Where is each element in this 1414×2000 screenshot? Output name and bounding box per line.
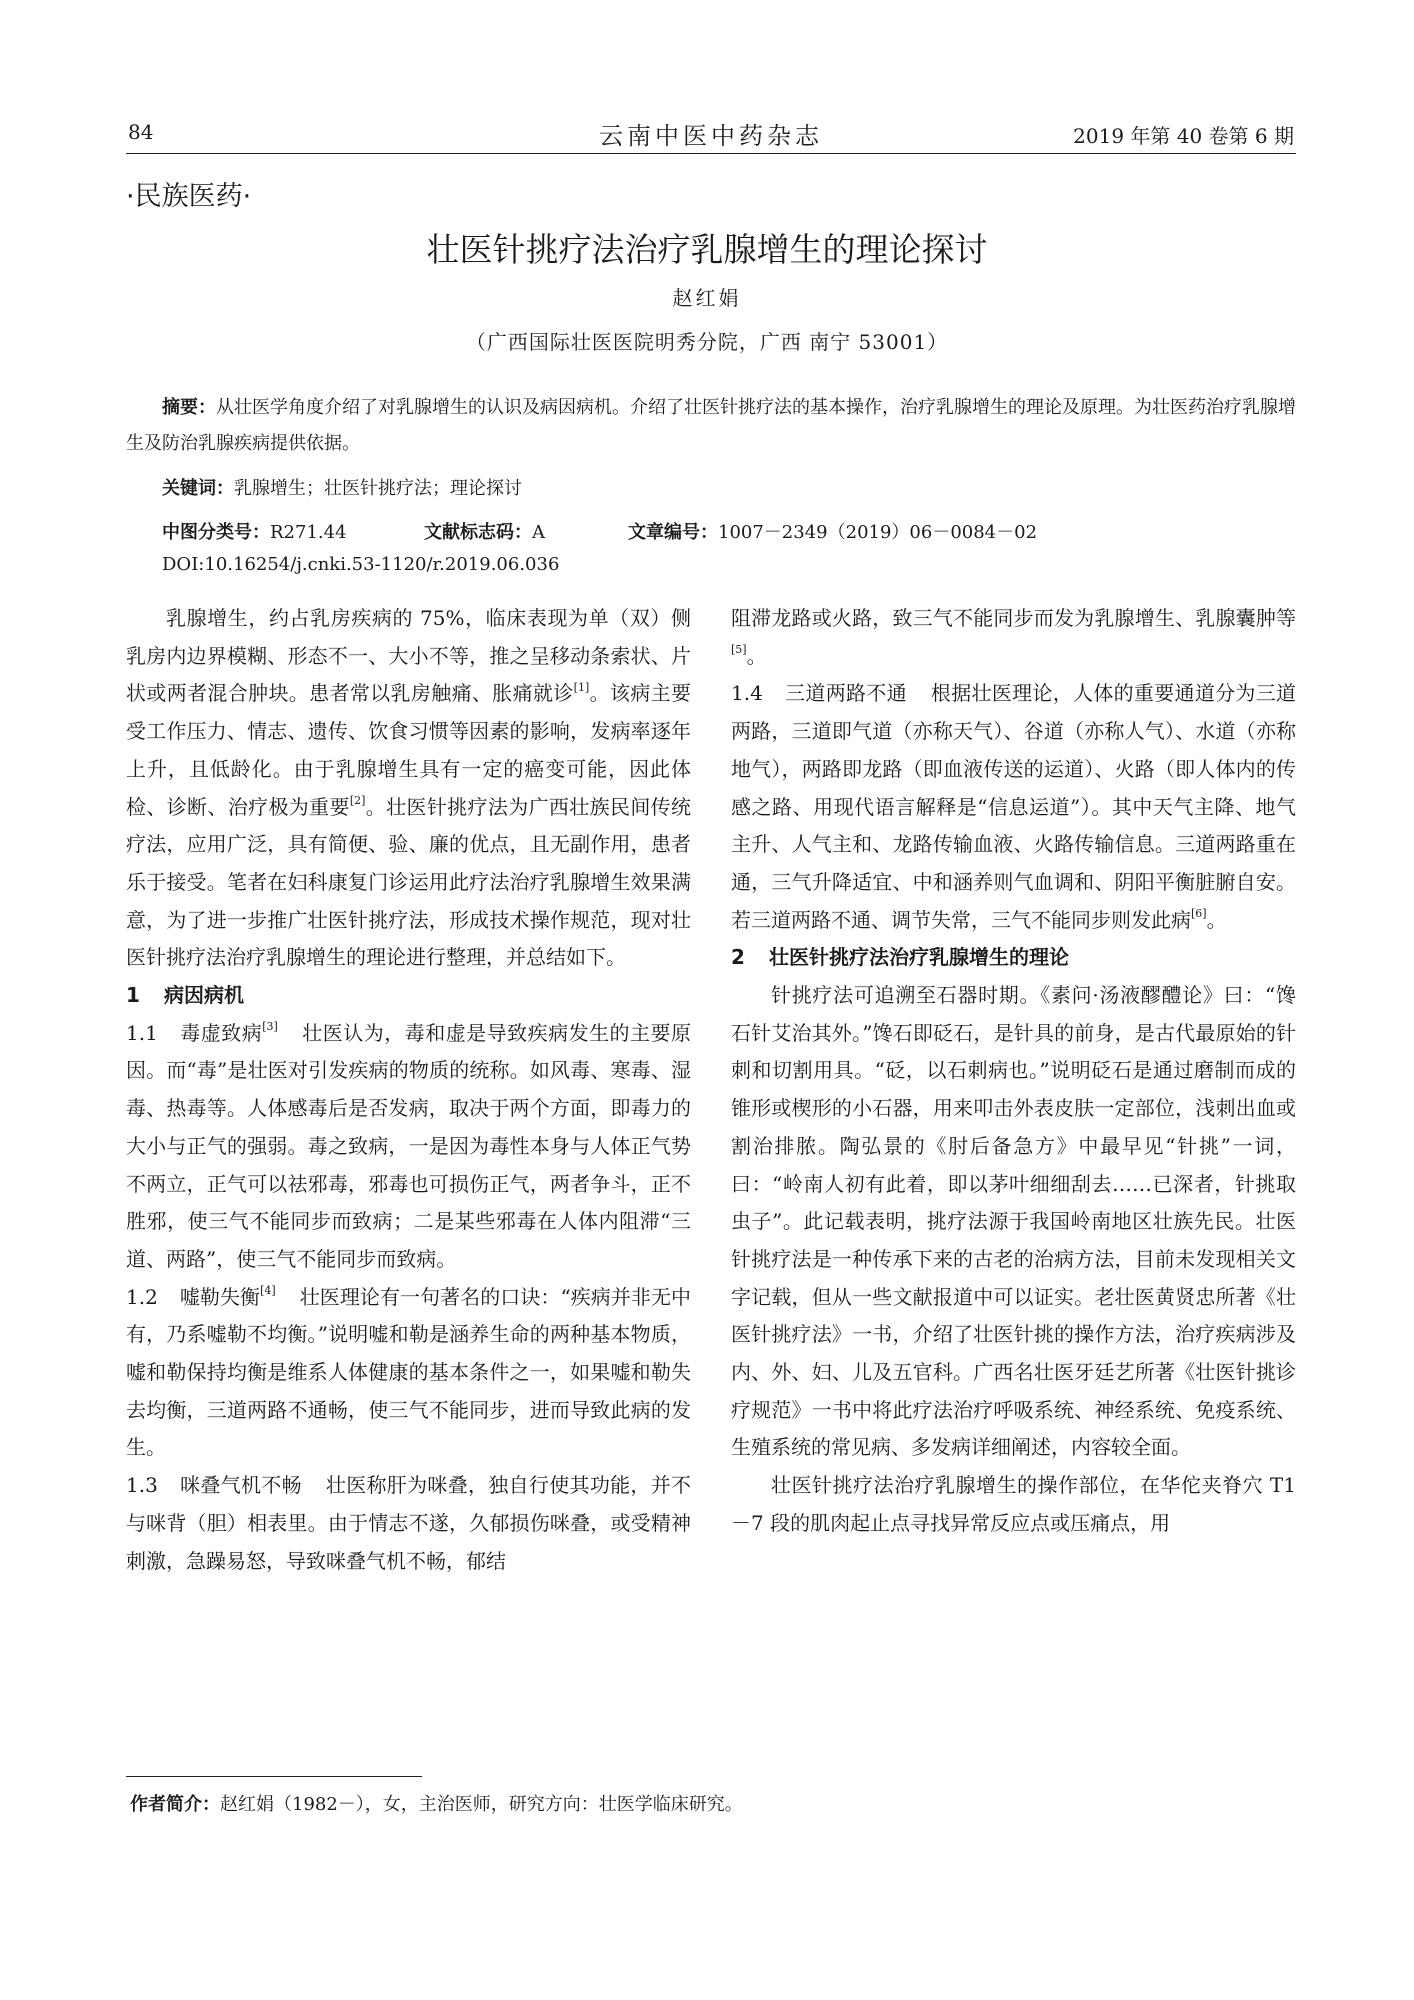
intro-paragraph [126, 600, 691, 977]
citation-ref: [6] [1191, 906, 1207, 920]
section-title: 壮医针挑疗法治疗乳腺增生的理论 [769, 945, 1069, 970]
citation-ref: [5] [731, 643, 747, 657]
subsection-1-2 [126, 1279, 691, 1468]
citation-ref: [2] [349, 793, 366, 807]
subsection-title: 咪叠气机不畅 [179, 1473, 302, 1498]
subsection-number: 1.1 [126, 1020, 158, 1045]
document-code [424, 518, 545, 544]
footnote-rule [126, 1776, 422, 1777]
subsection-1-1 [126, 1015, 691, 1279]
intro-text-3: 。壮医针挑疗法为广西壮族民间传统疗法，应用广泛，具有简便、验、廉的优点，且无副作用，患者乐于接受。笔者在妇科康复门诊运用此疗法治疗乳腺增生效果满意，为了进一步推广壮医针挑疗法，形成技术操作规范，现对壮医针挑疗法治疗乳腺增生的理论进行整理，并总结如下。 [126, 794, 692, 970]
subsection-number: 1.3 [126, 1473, 158, 1498]
body-paragraph: 针挑疗法可追溯至石器时期。《素问·汤液醪醴论》曰：“馋石针艾治其外。”馋石即砭石，是针具的前身，是古代最原始的针刺和切割用具。“砭，以石刺病也。”说明砭石是通过磨制而成的锥形或楔形的小石器，用来叩击外表皮肤一定部位，浅刺出血或割治排脓。陶弘景的《肘后备急方》中最早见“针挑”一词，曰：“岭南人初有此着，即以茅叶细细刮去……已深者，针挑取虫子”。此记载表明，挑疗法源于我国岭南地区壮族先民。壮医针挑疗法是一种传承下来的古老的治病方法，目前未发现相关文字记载，但从一些文献报道中可以证实。老壮医黄贤忠所著《壮医针挑疗法》一书，介绍了壮医针挑的操作方法，治疗疾病涉及内、外、妇、儿及五官科。广西名壮医牙廷艺所著《壮医针挑诊疗规范》一书中将此疗法治疗呼吸系统、神经系统、免疫系统、生殖系统的常见病、多发病详细阐述，内容较全面。 [731, 983, 1296, 1460]
footnote-text: 赵红娟（1982－），女，主治医师，研究方向：壮医学临床研究。 [220, 1794, 743, 1815]
keywords-label: 关键词： [162, 478, 234, 499]
header-rule [126, 153, 1296, 154]
subsection-title: 三道两路不通 [784, 681, 907, 706]
running-header [126, 116, 1296, 150]
keywords [162, 474, 522, 500]
citation-ref: [3] [262, 1020, 278, 1034]
subsection-text: 壮医认为，毒和虚是导致疾病发生的主要原因。而“毒”是壮医对引发疾病的物质的统称。如风毒、寒毒、湿毒、热毒等。人体感毒后是否发病，取决于两个方面，即毒力的大小与正气的强弱。毒之致病，一是因为毒性本身与人体正气势不两立，正气可以祛邪毒，邪毒也可损伤正气，两者争斗，正不胜邪，使三气不能同步而致病；二是某些邪毒在人体内阻滞“三道、两路”，使三气不能同步而致病。 [126, 1020, 692, 1271]
subsection-title: 嘘勒失衡 [179, 1284, 261, 1309]
clc-value: R271.44 [270, 522, 347, 543]
section-number: 2 [731, 945, 745, 970]
article-number [628, 518, 1037, 544]
right-column [731, 600, 1296, 1543]
clc-label: 中图分类号： [162, 522, 270, 543]
subsection-text: 壮医理论有一句著名的口诀：“疾病并非无中有，乃系嘘勒不均衡。”说明嘘和勒是涵养生命的两种基本物质，嘘和勒保持均衡是维系人体健康的基本条件之一，如果嘘和勒失去均衡，三道两路不通畅，使三气不能同步，进而导致此病的发生。 [126, 1284, 691, 1460]
author-footnote [130, 1790, 743, 1816]
doc-code-label: 文献标志码： [424, 522, 532, 543]
continued-paragraph [731, 600, 1296, 675]
body-paragraph: 壮医针挑疗法治疗乳腺增生的操作部位，在华佗夹脊穴 T1－7 段的肌肉起止点寻找异常反应点或压痛点，用 [731, 1473, 1296, 1535]
article-no-label: 文章编号： [628, 522, 718, 543]
continued-end: 。 [746, 643, 767, 668]
intro-text-1: 乳腺增生，约占乳房疾病的 75%，临床表现为单（双）侧乳房内边界模糊、形态不一、大小不等，推之呈移动条索状、片状或两者混合肿块。患者常以乳房触痛、胀痛就诊 [126, 606, 691, 706]
journal-name: 云南中医中药杂志 [599, 122, 823, 150]
citation-ref: [4] [260, 1284, 276, 1297]
abstract [126, 390, 1296, 462]
subsection-number: 1.2 [126, 1284, 158, 1309]
subsection-number: 1.4 [731, 681, 763, 706]
affiliation: （广西国际壮医医院明秀分院，广西 南宁 53001） [465, 330, 949, 354]
footnote-label: 作者简介： [130, 1794, 220, 1815]
abstract-text: 从壮医学角度介绍了对乳腺增生的认识及病因病机。介绍了壮医针挑疗法的基本操作，治疗乳腺增生的理论及原理。为壮医药治疗乳腺增生及防治乳腺疾病提供依据。 [126, 397, 1296, 454]
doi: DOI:10.16254/j.cnki.53-1120/r.2019.06.036 [162, 554, 560, 575]
keywords-text: 乳腺增生；壮医针挑疗法；理论探讨 [234, 478, 522, 499]
section-title: 病因病机 [164, 983, 244, 1008]
page-number: 84 [128, 120, 154, 144]
citation-ref: [1] [573, 680, 590, 694]
subsection-1-3 [126, 1467, 691, 1580]
intro-text-2: 。该病主要受工作压力、情志、遗传、饮食习惯等因素的影响，发病率逐年上升，且低龄化。由于乳腺增生具有一定的癌变可能，因此体检、诊断、治疗极为重要 [126, 681, 692, 819]
section-heading [126, 977, 691, 1015]
doc-code-value: A [532, 522, 545, 543]
continued-text: 阻滞龙路或火路，致三气不能同步而发为乳腺增生、乳腺囊肿等 [731, 606, 1296, 630]
article-title: 壮医针挑疗法治疗乳腺增生的理论探讨 [426, 230, 988, 269]
section-tag: ·民族医药· [126, 181, 252, 212]
article-no-value: 1007－2349（2019）06－0084－02 [718, 522, 1038, 543]
subsection-text: 根据壮医理论，人体的重要通道分为三道两路，三道即气道（亦称天气）、谷道（亦称人气）、水道（亦称地气），两路即龙路（即血液传送的运道）、火路（即人体内的传感之路、用现代语言解释是“信息运道”）。其中天气主降、地气主升、人气主和、龙路传输血液、火路传输信息。三道两路重在通，三气升降适宜、中和涵养则气血调和、阴阳平衡脏腑自安。若三道两路不通、调节失常，三气不能同步则发此病 [731, 681, 1297, 932]
section-number: 1 [126, 983, 140, 1008]
section-heading [731, 939, 1296, 977]
author-name: 赵红娟 [672, 286, 742, 310]
subsection-1-4 [731, 675, 1296, 939]
left-column [126, 600, 691, 1580]
subsection-end: 。 [1206, 907, 1227, 932]
issue-info: 2019 年第 40 卷第 6 期 [1073, 124, 1294, 148]
article-meta [162, 518, 1296, 542]
clc-number [162, 518, 347, 544]
subsection-text: 壮医称肝为咪叠，独自行使其功能，并不与咪背（胆）相表里。由于情志不遂，久郁损伤咪叠，或受精神刺激，急躁易怒，导致咪叠气机不畅，郁结 [126, 1473, 692, 1573]
abstract-label: 摘要： [162, 397, 216, 418]
subsection-title: 毒虚致病 [179, 1020, 263, 1045]
